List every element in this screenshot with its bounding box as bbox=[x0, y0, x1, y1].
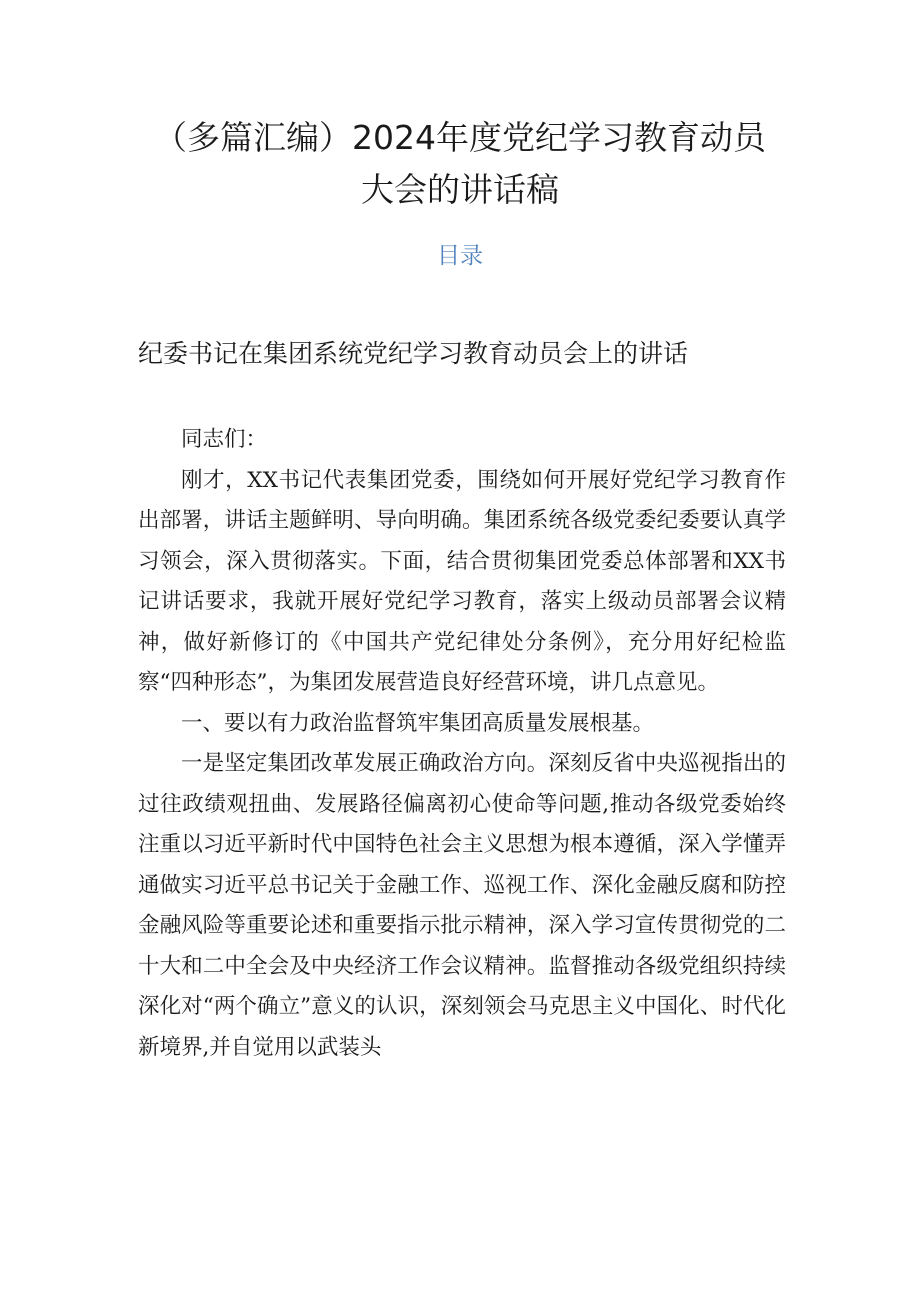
table-of-contents-label[interactable]: 目录 bbox=[437, 243, 483, 269]
body-paragraph-1: 刚才，XX书记代表集团党委，围绕如何开展好党纪学习教育作出部署，讲话主题鲜明、导向明确。集团系统各级党委纪委要认真学习领会，深入贯彻落实。下面，结合贯彻集团党委总体部署和XX书记讲话要求，我就开展好党纪学习教育，落实上级动员部署会议精神，做好新修订的《中国共产党纪律处分条例》，充分用好纪检监察“四种形态”，为集团发展营造良好经营环境，讲几点意见。 bbox=[138, 467, 786, 695]
body-paragraph-3: 一是坚定集团改革发展正确政治方向。深刻反省中央巡视指出的过往政绩观扭曲、发展路径偏离初心使命等问题,推动各级党委始终注重以习近平新时代中国特色社会主义思想为根本遵循，深入学懂弄通做实习近平总书记关于金融工作、巡视工作、深化金融反腐和防控金融风险等重要论述和重要指示批示精神，深入学习宣传贯彻党的二十大和二中全会及中央经济工作会议精神。监督推动各级党组织持续深化对“两个确立”意义的认识，深刻领会马克思主义中国化、时代化新境界,并自觉用以武装头 bbox=[138, 751, 786, 1060]
section-heading: 纪委书记在集团系统党纪学习教育动员会上的讲话 bbox=[138, 339, 689, 368]
body-paragraph-2-heading: 一、要以有力政治监督筑牢集团高质量发展根基。 bbox=[181, 710, 655, 736]
greeting-paragraph: 同志们： bbox=[181, 427, 268, 452]
document-body bbox=[138, 420, 786, 1068]
document-title-line-1: （多篇汇编）2024年度党纪学习教育动员 bbox=[154, 118, 766, 157]
document-title-line-2: 大会的讲话稿 bbox=[361, 170, 559, 209]
document-title bbox=[100, 112, 820, 216]
